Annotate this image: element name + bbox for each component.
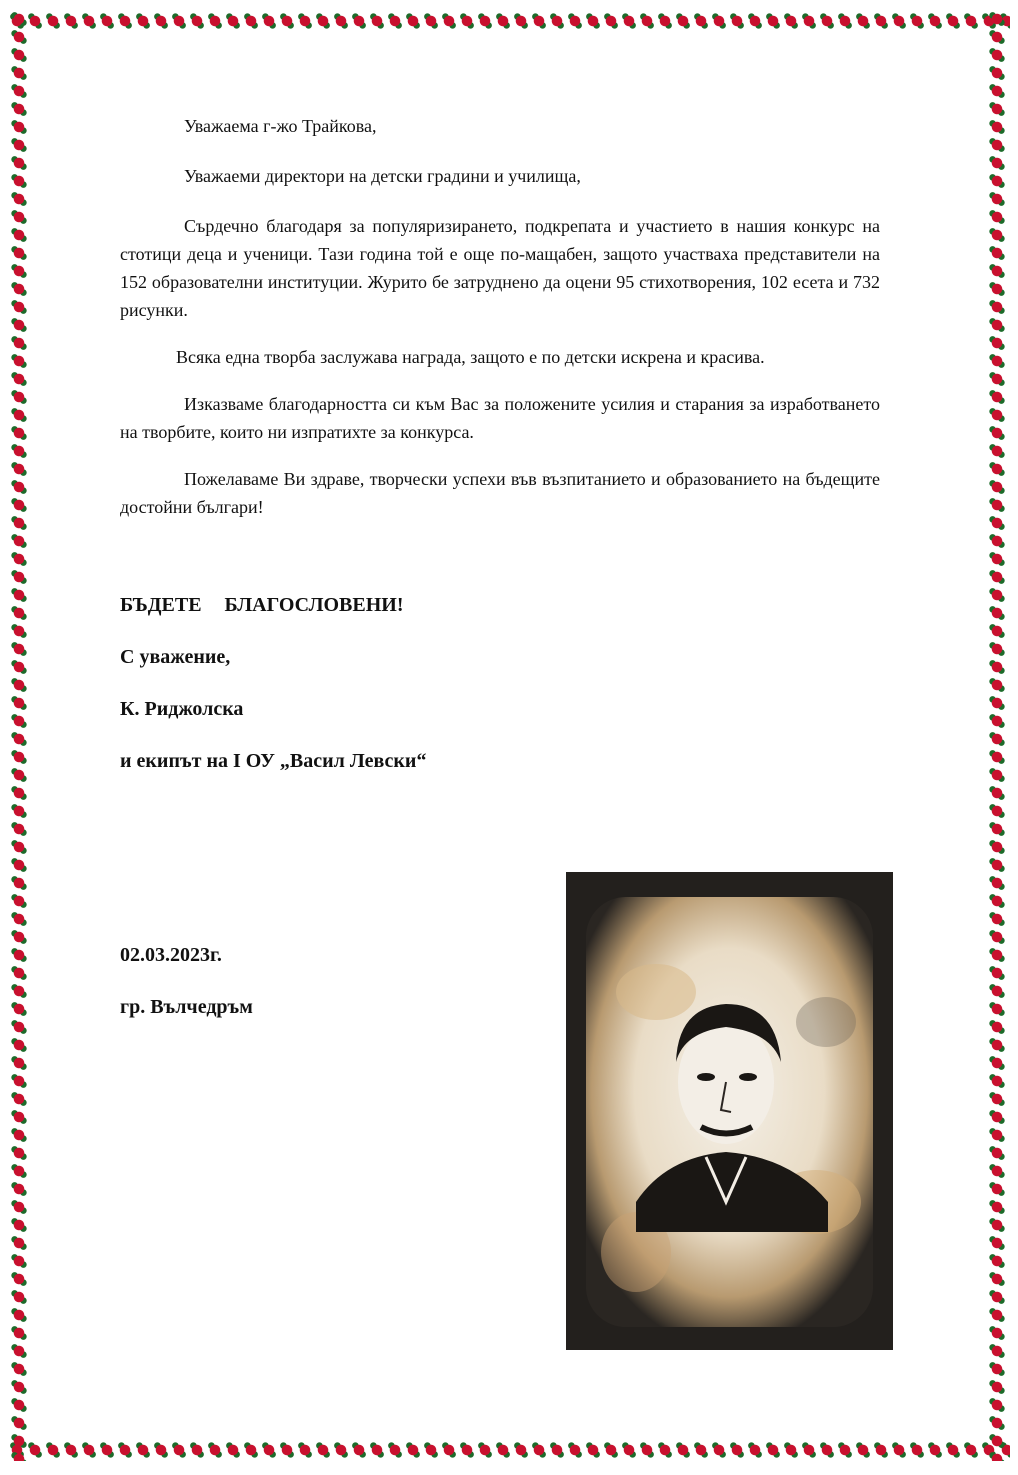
team-line: и екипът на I ОУ „Васил Левски“	[120, 750, 427, 772]
portrait-painting	[566, 872, 893, 1350]
letter-place: гр. Вълчедръм	[120, 996, 253, 1018]
blessing-heading: БЪДЕТЕ БЛАГОСЛОВЕНИ!	[120, 594, 404, 616]
regards-line: С уважение,	[120, 646, 231, 668]
greeting-addressee: Уважаема г-жо Трайкова,	[184, 116, 377, 136]
paragraph-wishes: Пожелаваме Ви здраве, творчески успехи във възпитанието и образованието на бъдещите достойни българи!	[120, 469, 880, 517]
decorative-border-top	[8, 10, 1010, 32]
letter-body	[120, 112, 880, 540]
portrait-image	[566, 872, 893, 1350]
date-place-block	[120, 940, 253, 1044]
decorative-border-right	[986, 10, 1008, 1461]
paragraph-award: Всяка една творба заслужава награда, защото е по детски искрена и красива.	[176, 347, 765, 367]
paragraph-thanks: Сърдечно благодаря за популяризирането, подкрепата и участието в нашия конкурс на стотици деца и ученици. Тази година той е още по-мащабен, защото участваха представители на 152 образователни институции. Журито бе затруднено да оцени 95 стихотворения, 102 есета и 732 рисунки.	[120, 216, 880, 320]
decorative-border-bottom	[8, 1439, 1010, 1461]
closing-block	[120, 590, 426, 798]
decorative-border-left	[8, 10, 30, 1461]
greeting-directors: Уважаеми директори на детски градини и училища,	[184, 166, 581, 186]
signer-name: К. Риджолска	[120, 698, 244, 720]
letter-date: 02.03.2023г.	[120, 944, 222, 966]
paragraph-gratitude: Изказваме благодарността си към Вас за положените усилия и старания за изработването на творбите, които ни изпратихте за конкурса.	[120, 394, 880, 442]
